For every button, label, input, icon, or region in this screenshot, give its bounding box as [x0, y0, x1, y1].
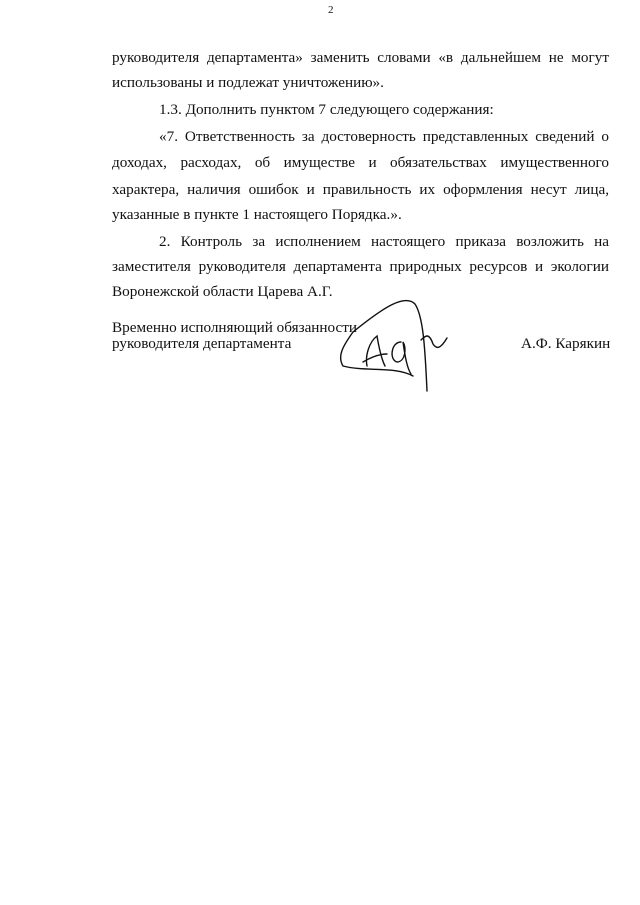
handwritten-signature [325, 296, 495, 396]
paragraph-line: руководителя департамента» заменить словами «в дальнейшем не могут [112, 49, 609, 66]
paragraph-line: характера, наличия ошибок и правильность их оформления несут лица, [112, 181, 609, 198]
paragraph-heading-1-3: 1.3. Дополнить пунктом 7 следующего содержания: [159, 101, 494, 118]
page-number: 2 [328, 4, 334, 16]
paragraph-line: заместителя руководителя департамента природных ресурсов и экологии [112, 258, 609, 275]
paragraph-item-2: 2. Контроль за исполнением настоящего приказа возложить на [159, 233, 609, 250]
paragraph-line: доходах, расходах, об имуществе и обязательствах имущественного [112, 154, 609, 171]
signature-position-line2: руководителя департамента [112, 335, 292, 352]
signatory-name: А.Ф. Карякин [521, 335, 611, 352]
signature-position-line1: Временно исполняющий обязанности [112, 319, 358, 336]
paragraph-line: Воронежской области Царева А.Г. [112, 283, 333, 300]
paragraph-line: указанные в пункте 1 настоящего Порядка.». [112, 206, 402, 223]
paragraph-line: использованы и подлежат уничтожению». [112, 74, 384, 91]
paragraph-line: «7. Ответственность за достоверность представленных сведений о [159, 128, 609, 145]
